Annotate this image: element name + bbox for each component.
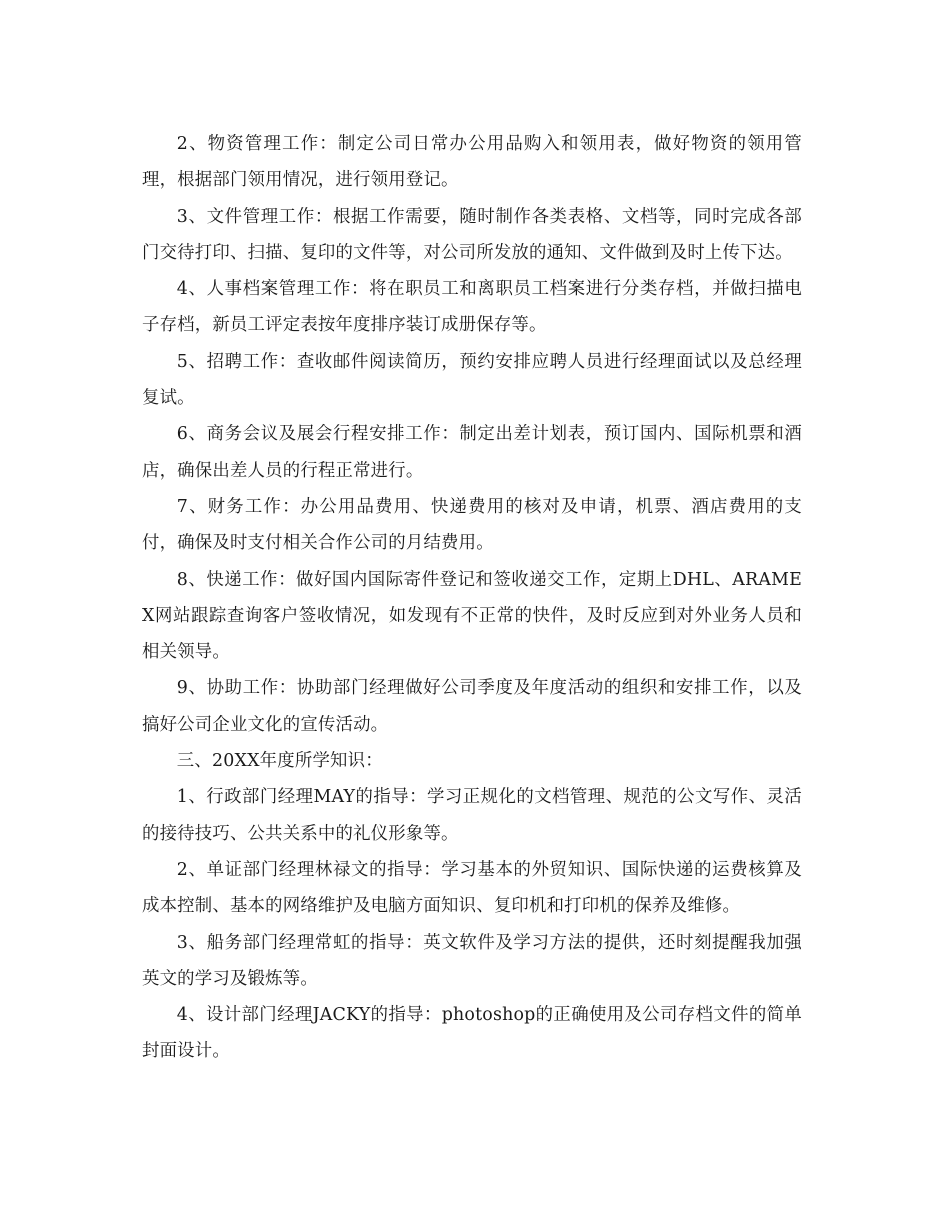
paragraph-finance: 7、财务工作：办公用品费用、快递费用的核对及申请，机票、酒店费用的支付，确保及时支付相关合作公司的月结费用。: [142, 496, 802, 554]
paragraph-express-delivery: 8、快递工作：做好国内国际寄件登记和签收递交工作，定期上DHL、ARAMEX网站跟踪查询客户签收情况，如发现有不正常的快件，及时反应到对外业务人员和相关领导。: [142, 569, 802, 663]
section-heading-knowledge: 三、20XX年度所学知识：: [176, 751, 383, 772]
paragraph-recruitment: 5、招聘工作：查收邮件阅读简历，预约安排应聘人员进行经理面试以及总经理复试。: [142, 351, 802, 409]
paragraph-design-manager-guidance: 4、设计部门经理JACKY的指导：photoshop的正确使用及公司存档文件的简单封面设计。: [142, 1005, 802, 1062]
paragraph-materials-management: 2、物资管理工作：制定公司日常办公用品购入和领用表，做好物资的领用管理，根据部门领用情况，进行领用登记。: [142, 134, 802, 191]
paragraph-file-management: 3、文件管理工作：根据工作需要，随时制作各类表格、文档等，同时完成各部门交待打印、扫描、复印的文件等，对公司所发放的通知、文件做到及时上传下达。: [142, 206, 802, 263]
paragraph-personnel-archives: 4、人事档案管理工作：将在职员工和离职员工档案进行分类存档，并做扫描电子存档，新员工评定表按年度排序装订成册保存等。: [142, 279, 802, 336]
paragraph-assistance: 9、协助工作：协助部门经理做好公司季度及年度活动的组织和安排工作，以及搞好公司企业文化的宣传活动。: [142, 678, 802, 735]
paragraph-admin-manager-guidance: 1、行政部门经理MAY的指导：学习正规化的文档管理、规范的公文写作、灵活的接待技巧、公共关系中的礼仪形象等。: [142, 787, 802, 844]
paragraph-documents-manager-guidance: 2、单证部门经理林禄文的指导：学习基本的外贸知识、国际快递的运费核算及成本控制、基本的网络维护及电脑方面知识、复印机和打印机的保养及维修。: [142, 859, 802, 917]
paragraph-business-travel: 6、商务会议及展会行程安排工作：制定出差计划表，预订国内、国际机票和酒店，确保出差人员的行程正常进行。: [142, 424, 802, 481]
paragraph-shipping-manager-guidance: 3、船务部门经理常虹的指导：英文软件及学习方法的提供，还时刻提醒我加强英文的学习及锻炼等。: [142, 932, 802, 989]
